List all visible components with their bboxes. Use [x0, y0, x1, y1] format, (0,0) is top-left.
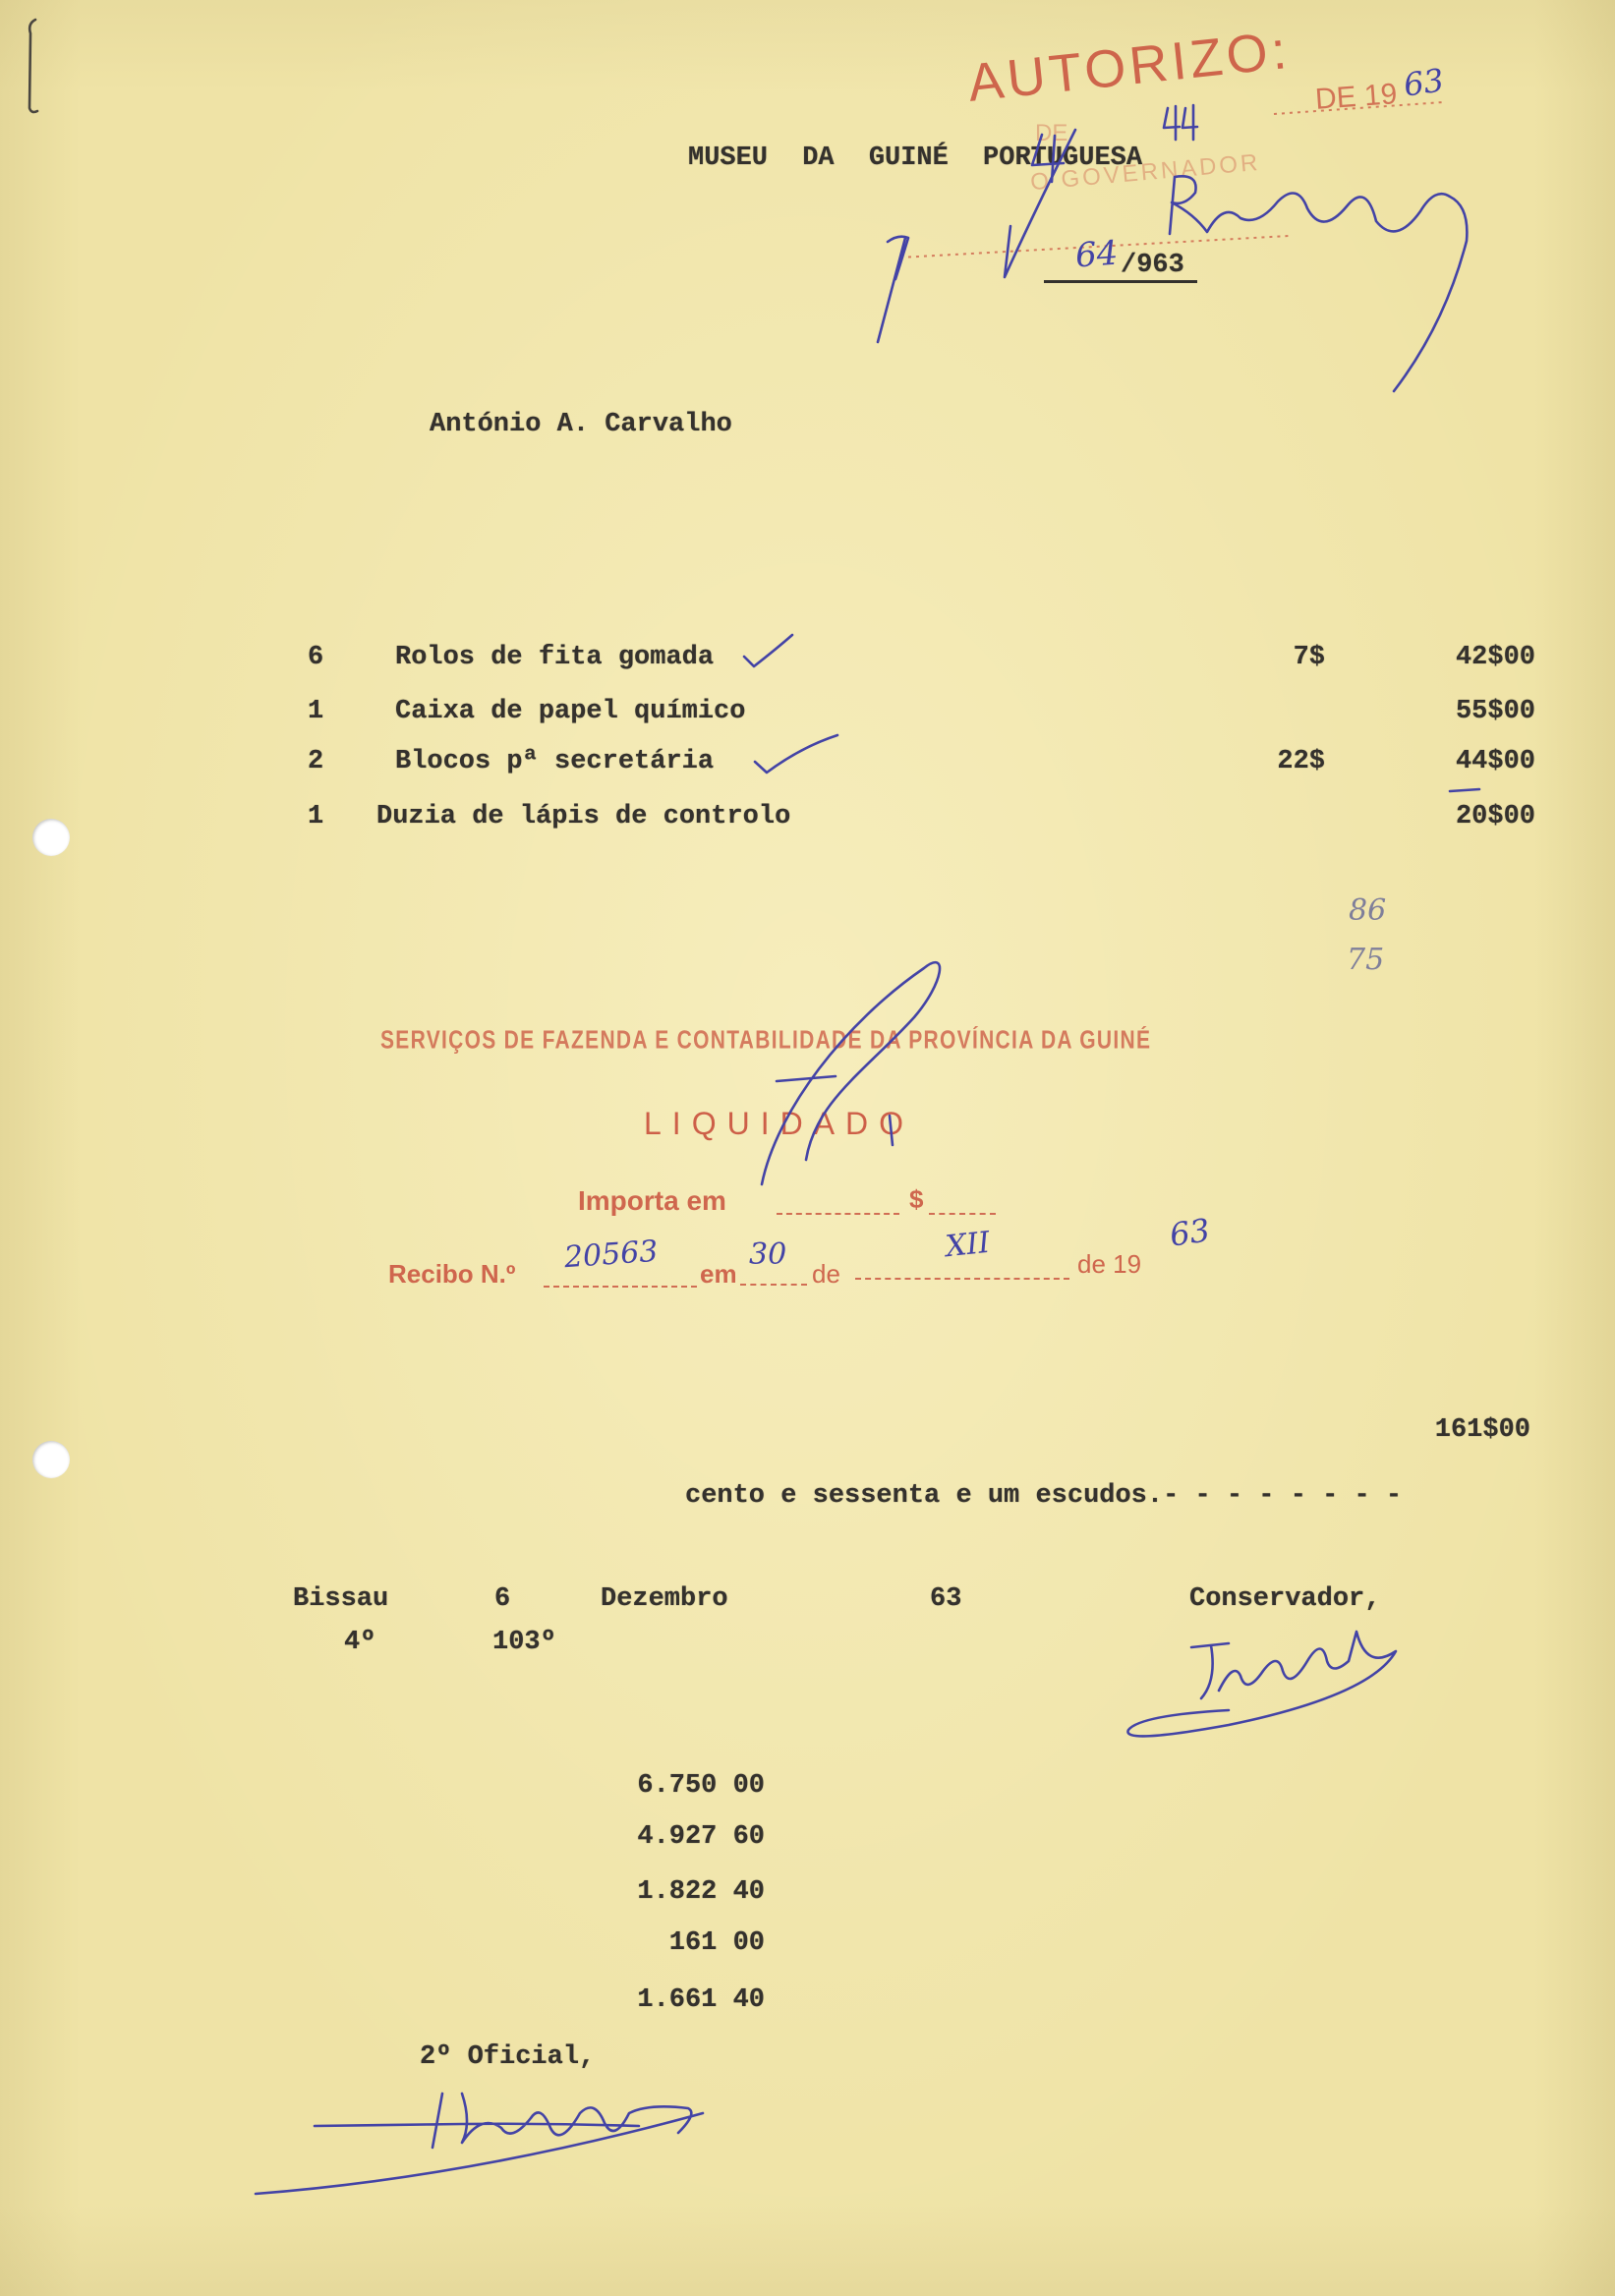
reference-code: 4º	[344, 1628, 376, 1657]
item-amount: 20$00	[1455, 802, 1535, 832]
authorization-stamp-faint-text: DE	[1035, 120, 1068, 146]
settlement-receipt-line	[544, 1286, 697, 1288]
reference-underline	[1044, 280, 1197, 283]
item-amount: 55$00	[1455, 697, 1535, 726]
reference-code: 103º	[492, 1628, 556, 1657]
margin-note: 75	[1347, 943, 1385, 977]
settlement-day-line	[740, 1284, 807, 1286]
item-quantity: 2	[308, 747, 324, 776]
authorization-year-handwritten: 63	[1401, 61, 1447, 104]
item-row	[0, 698, 1615, 725]
ledger-figure: 4.927 60	[637, 1822, 765, 1852]
item-row	[0, 644, 1615, 671]
authorization-stamp-faint-text: O GOVERNADOR	[1029, 148, 1262, 197]
ledger-figure: 161 00	[668, 1928, 765, 1958]
settlement-year-label: de 19	[1077, 1249, 1142, 1279]
settlement-month-label: de	[812, 1259, 840, 1289]
settlement-day: 30	[749, 1237, 787, 1272]
date-day: 6	[494, 1584, 511, 1614]
signatory-title: Conservador,	[1189, 1584, 1381, 1614]
item-description: Duzia de lápis de controlo	[376, 802, 791, 832]
second-officer-signature	[256, 2094, 703, 2194]
place-city: Bissau	[293, 1584, 389, 1614]
item-description: Caixa de papel químico	[395, 697, 746, 726]
item-row	[0, 748, 1615, 775]
settlement-amount-line	[929, 1213, 996, 1215]
item-quantity: 1	[308, 697, 324, 726]
settlement-currency-sign: $	[909, 1184, 924, 1214]
item-amount: 44$00	[1455, 747, 1535, 776]
settlement-stamp-status: LIQUIDADO	[644, 1106, 915, 1141]
authorization-stamp-title: AUTORIZO:	[964, 20, 1294, 113]
settlement-amount-label: Importa em	[578, 1185, 726, 1216]
item-row	[0, 803, 1615, 831]
settlement-receipt-label: Recibo N.º	[388, 1259, 516, 1289]
place-date-line	[0, 1585, 1615, 1613]
item-quantity: 6	[308, 643, 324, 672]
reference-number: /963	[1121, 251, 1184, 280]
reference-handwritten: 64	[1073, 233, 1120, 276]
authorization-mark-number	[1164, 105, 1197, 140]
total-in-words: cento e sessenta e um escudos.- - - - - - - -	[685, 1481, 1403, 1511]
margin-note: 86	[1349, 893, 1387, 928]
paper-clip-mark	[29, 20, 37, 112]
ledger-figure: 6.750 00	[637, 1771, 765, 1801]
settlement-amount-line	[777, 1213, 899, 1215]
authorization-stamp-year: DE 19	[1313, 78, 1399, 116]
settlement-day-label: em	[700, 1259, 737, 1289]
date-year: 63	[930, 1584, 962, 1614]
item-unit-price: 22$	[1277, 747, 1325, 776]
settlement-month-line	[855, 1278, 1069, 1280]
institution-name: MUSEU DA GUINÉ PORTUGUESA	[688, 144, 1143, 173]
authorizing-signature	[1170, 176, 1467, 391]
punch-hole-lower	[32, 1441, 70, 1478]
item-description: Blocos pª secretária	[395, 747, 715, 776]
item-description: Rolos de fita gomada	[395, 643, 715, 672]
item-quantity: 1	[308, 802, 324, 832]
total-amount: 161$00	[1434, 1415, 1530, 1445]
reference-codes	[0, 1629, 1615, 1656]
date-month: Dezembro	[601, 1584, 728, 1614]
item-amount: 42$00	[1455, 643, 1535, 672]
settlement-stamp-agency: SERVIÇOS DE FAZENDA E CONTABILIDADE DA PROVÍNCIA DA GUINÉ	[380, 1026, 1152, 1055]
amount-tick-mark	[1450, 789, 1479, 791]
supplier-name: António A. Carvalho	[430, 410, 732, 439]
settlement-initial	[762, 962, 940, 1184]
item-unit-price: 7$	[1293, 643, 1325, 672]
authorization-mark-seven	[878, 237, 908, 342]
settlement-year: 63	[1167, 1211, 1213, 1254]
ledger-figure: 1.822 40	[637, 1877, 765, 1907]
settlement-receipt-number: 20563	[562, 1234, 660, 1276]
second-signatory-title: 2º Oficial,	[420, 2042, 596, 2072]
ledger-figure: 1.661 40	[637, 1985, 765, 2015]
settlement-month: XII	[944, 1225, 992, 1265]
